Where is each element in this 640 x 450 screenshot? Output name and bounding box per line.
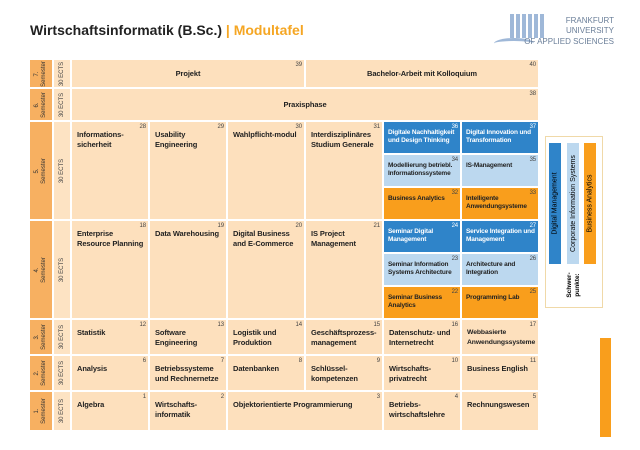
- module-38[interactable]: 38 Praxisphase: [72, 89, 538, 120]
- module-26[interactable]: 26 Architecture and Integration: [462, 254, 538, 285]
- module-24[interactable]: 24 Seminar Digital Management: [384, 221, 460, 252]
- module-39[interactable]: 39 Projekt: [72, 60, 304, 87]
- module-18[interactable]: 18 Enterprise Resource Planning: [72, 221, 148, 318]
- ects-label: 30 ECTS: [54, 60, 70, 87]
- ects-label: 30 ECTS: [54, 221, 70, 318]
- semester-4-label: 4. Semester: [30, 221, 52, 318]
- module-10[interactable]: 10 Wirtschafts-privatrecht: [384, 356, 460, 390]
- semester-3-label: 3. Semester: [30, 320, 52, 354]
- module-8[interactable]: 8 Datenbanken: [228, 356, 304, 390]
- module-31[interactable]: 31 Interdisziplinäres Studium Generale: [306, 122, 382, 219]
- ects-label: 30 ECTS: [54, 320, 70, 354]
- ects-label: 30 ECTS: [54, 392, 70, 430]
- module-30[interactable]: 30 Wahlpflicht-modul: [228, 122, 304, 219]
- module-1[interactable]: 1 Algebra: [72, 392, 148, 430]
- module-19[interactable]: 19 Data Warehousing: [150, 221, 226, 318]
- semester-5-label: 5. Semester: [30, 122, 52, 219]
- logo-line3: OF APPLIED SCIENCES: [524, 37, 614, 46]
- legend-business-analytics: Business Analytics: [584, 143, 596, 264]
- module-32[interactable]: 32 Business Analytics: [384, 188, 460, 219]
- decorative-orange-bar: [600, 338, 611, 437]
- ects-label: 30 ECTS: [54, 89, 70, 120]
- module-4[interactable]: 4 Betriebs-wirtschaftslehre: [384, 392, 460, 430]
- module-37[interactable]: 37 Digital Innovation und Transformation: [462, 122, 538, 153]
- module-11[interactable]: 11 Business English: [462, 356, 538, 390]
- semester-6-label: 6. Semester: [30, 89, 52, 120]
- logo-bars-icon: [510, 14, 544, 38]
- module-27[interactable]: 27 Service Integration und Management: [462, 221, 538, 252]
- module-36[interactable]: 36 Digitale Nachhaltigkeit und Design Thinking: [384, 122, 460, 153]
- module-25[interactable]: 25 Programming Lab: [462, 287, 538, 318]
- module-21[interactable]: 21 IS Project Management: [306, 221, 382, 318]
- legend-corporate-information-systems: Corporate Information Systems: [567, 143, 579, 264]
- ects-label: 30 ECTS: [54, 356, 70, 390]
- module-13[interactable]: 13 Software Engineering: [150, 320, 226, 354]
- focus-legend: [545, 136, 603, 308]
- title-separator: |: [225, 22, 230, 38]
- module-14[interactable]: 14 Logistik und Produktion: [228, 320, 304, 354]
- module-2[interactable]: 2 Wirtschafts-informatik: [150, 392, 226, 430]
- logo-line2: UNIVERSITY: [565, 26, 614, 35]
- module-7[interactable]: 7 Betriebssysteme und Rechnernetze: [150, 356, 226, 390]
- module-9[interactable]: 9 Schlüssel-kompetenzen: [306, 356, 382, 390]
- module-12[interactable]: 12 Statistik: [72, 320, 148, 354]
- logo-line1: FRANKFURT: [565, 16, 614, 25]
- module-22[interactable]: 22 Seminar Business Analytics: [384, 287, 460, 318]
- module-33[interactable]: 33 Intelligente Anwendungsysteme: [462, 188, 538, 219]
- module-40[interactable]: 40 Bachelor-Arbeit mit Kolloquium: [306, 60, 538, 87]
- module-16[interactable]: 16 Datenschutz- und Internetrecht: [384, 320, 460, 354]
- module-17[interactable]: 17 Webbasierte Anwendungssysteme: [462, 320, 538, 354]
- title-main: Wirtschaftsinformatik (B.Sc.): [30, 22, 223, 38]
- legend-digital-management: Digital Management: [549, 143, 561, 264]
- semester-2-label: 2. Semester: [30, 356, 52, 390]
- page-title: [30, 22, 304, 38]
- module-table: [30, 60, 538, 430]
- university-logo: [490, 12, 620, 56]
- semester-1-label: 1. Semester: [30, 392, 52, 430]
- legend-title: Schwer-punkte:: [566, 272, 581, 298]
- module-5[interactable]: 5 Rechnungswesen: [462, 392, 538, 430]
- module-34[interactable]: 34 Modellierung betriebl. Informationssysteme: [384, 155, 460, 186]
- module-28[interactable]: 28 Informations-sicherheit: [72, 122, 148, 219]
- module-23[interactable]: 23 Seminar Information Systems Architecture: [384, 254, 460, 285]
- title-subtitle: Modultafel: [233, 22, 304, 38]
- module-15[interactable]: 15 Geschäftsprozess-management: [306, 320, 382, 354]
- ects-label: 30 ECTS: [54, 122, 70, 219]
- module-20[interactable]: 20 Digital Business and E-Commerce: [228, 221, 304, 318]
- module-3[interactable]: 3 Objektorientierte Programmierung: [228, 392, 382, 430]
- module-35[interactable]: 35 IS-Management: [462, 155, 538, 186]
- module-6[interactable]: 6 Analysis: [72, 356, 148, 390]
- module-29[interactable]: 29 Usability Engineering: [150, 122, 226, 219]
- semester-7-label: 7. Semester: [30, 60, 52, 87]
